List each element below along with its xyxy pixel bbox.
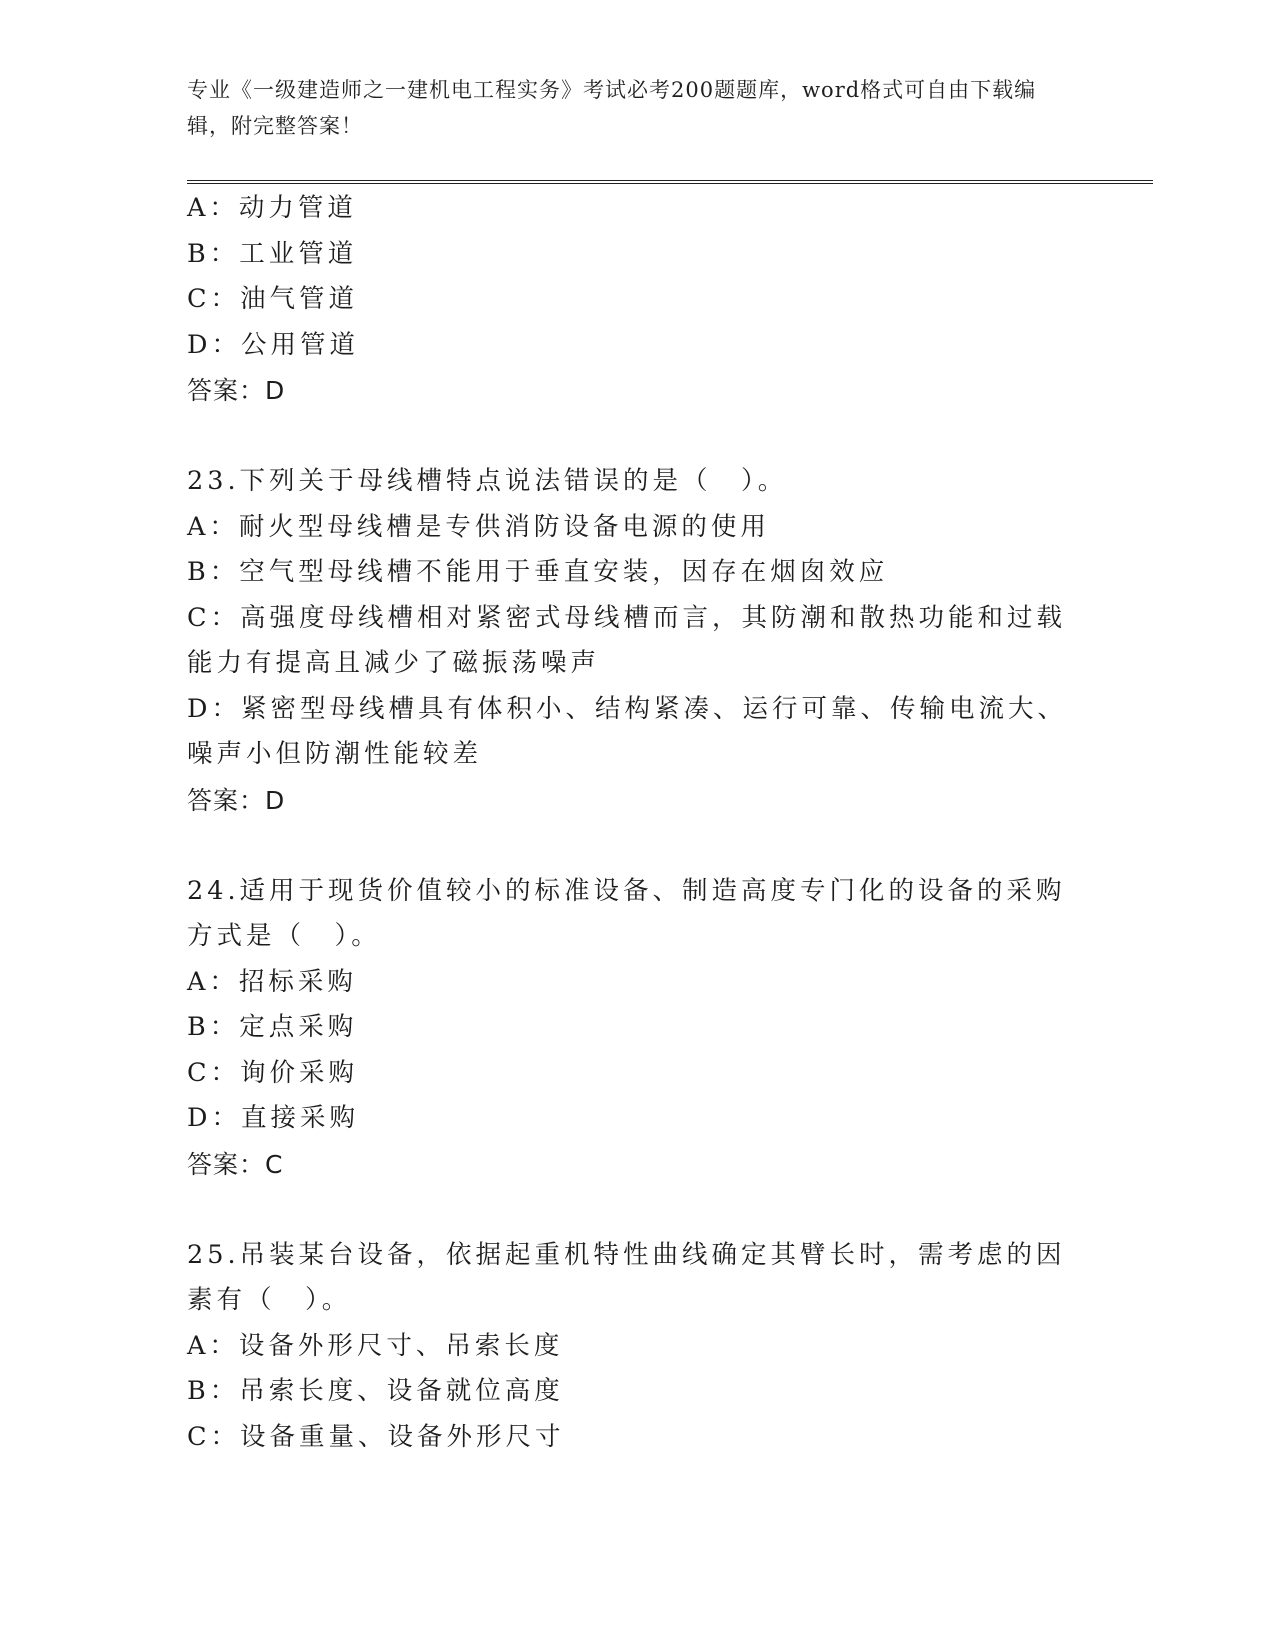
question-stem: 25.吊装某台设备，依据起重机特性曲线确定其臂长时，需考虑的因素有（ ）。	[187, 1239, 1066, 1315]
option-c: C：设备重量、设备外形尺寸	[187, 1421, 565, 1452]
option-b: B：工业管道	[187, 238, 358, 269]
option-d: D：直接采购	[187, 1103, 359, 1133]
question-stem: 23.下列关于母线槽特点说法错误的是（ ）。	[187, 466, 788, 496]
option-a: A：动力管道	[187, 193, 357, 223]
question-block-23	[187, 459, 1087, 823]
question-block-22	[187, 186, 1087, 414]
document-body	[187, 186, 1087, 1460]
answer-text: 答案：D	[187, 785, 286, 815]
option-b: B：定点采购	[187, 1012, 358, 1042]
spacer	[187, 1187, 1087, 1233]
option-a: A：设备外形尺寸、吊索长度	[187, 1330, 564, 1361]
header-text: 专业《一级建造师之一建机电工程实务》考试必考200题题库，word格式可自由下载编辑，附完整答案！	[187, 78, 1037, 138]
option-c: C：高强度母线槽相对紧密式母线槽而言，其防潮和散热功能和过载能力有提高且减少了磁振荡噪声	[187, 602, 1067, 678]
option-a: A：耐火型母线槽是专供消防设备电源的使用	[187, 511, 770, 542]
question-stem: 24.适用于现货价值较小的标准设备、制造高度专门化的设备的采购方式是（ ）。	[187, 875, 1066, 951]
option-c: C：询价采购	[187, 1057, 359, 1088]
question-block-25	[187, 1233, 1087, 1461]
answer-text: 答案：D	[187, 376, 286, 405]
option-b: B：吊索长度、设备就位高度	[187, 1376, 564, 1406]
header-divider	[187, 180, 1153, 184]
spacer	[187, 823, 1087, 869]
option-c: C：油气管道	[187, 284, 359, 314]
answer-text: 答案：C	[187, 1149, 284, 1179]
option-a: A：招标采购	[187, 966, 357, 997]
option-b: B：空气型母线槽不能用于垂直安装，因存在烟囱效应	[187, 557, 889, 587]
document-header	[187, 72, 1067, 144]
question-block-24	[187, 869, 1087, 1188]
spacer	[187, 414, 1087, 460]
option-d: D：紧密型母线槽具有体积小、结构紧凑、运行可靠、传输电流大、噪声小但防潮性能较差	[187, 693, 1067, 769]
option-d: D：公用管道	[187, 329, 359, 360]
